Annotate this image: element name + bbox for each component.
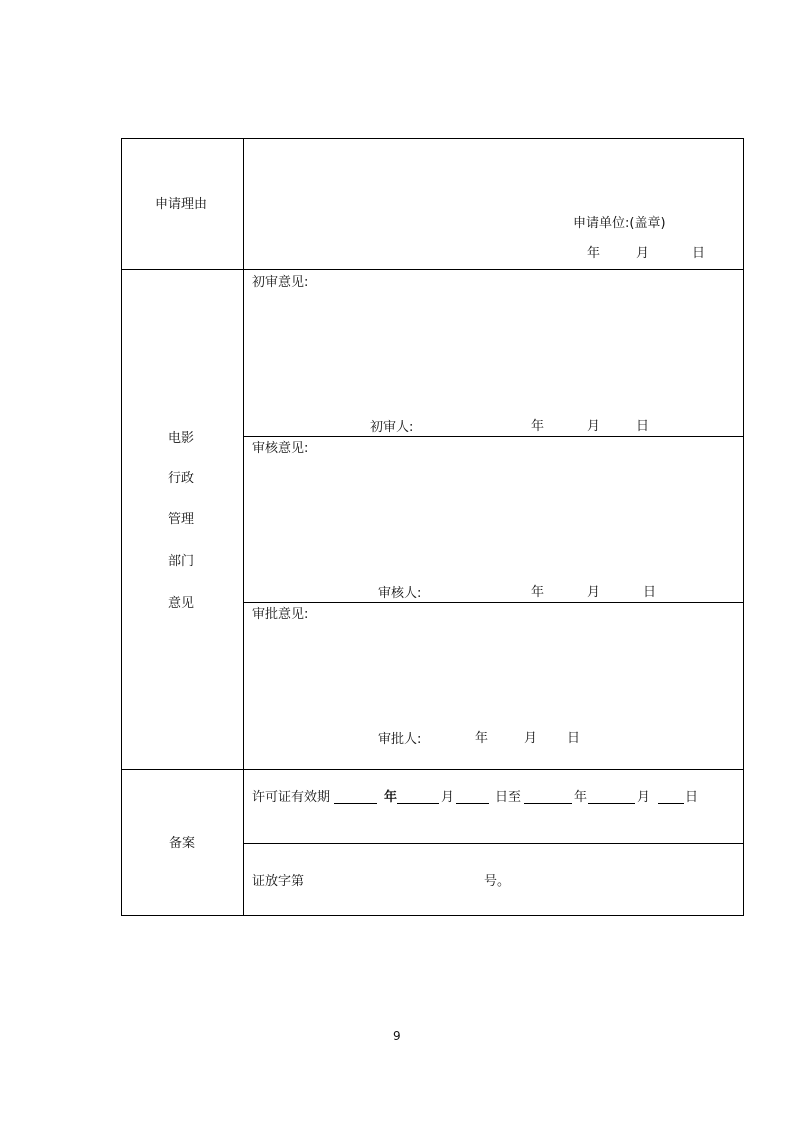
table-border-right: [743, 138, 744, 915]
reason-date-year: 年: [587, 246, 601, 261]
validity-month-1: 月: [441, 790, 455, 805]
approval-month: 月: [524, 731, 538, 746]
validity-year-1: 年: [384, 790, 398, 805]
audit-signer: 审核人:: [378, 586, 422, 601]
row-divider-reason: [121, 269, 744, 270]
audit-title: 审核意见:: [252, 441, 309, 456]
row-divider-audit: [243, 602, 744, 603]
first-review-year: 年: [531, 419, 545, 434]
record-label: 备案: [169, 836, 196, 851]
reason-label: 申请理由: [155, 197, 208, 212]
approval-title: 审批意见:: [252, 607, 309, 622]
table-border-left: [121, 138, 122, 915]
validity-blank-3: [456, 803, 489, 804]
department-label-line-3: 管理: [168, 512, 195, 527]
audit-year: 年: [531, 585, 545, 600]
validity-blank-4: [524, 803, 572, 804]
validity-blank-6: [658, 803, 684, 804]
page-number: 9: [393, 1029, 401, 1043]
validity-day-2: 日: [685, 790, 699, 805]
applicant-seal: 申请单位:(盖章): [573, 216, 666, 231]
table-column-divider: [243, 138, 244, 915]
license-no-prefix: 证放字第: [252, 874, 305, 889]
first-review-day: 日: [636, 419, 650, 434]
validity-blank-1: [334, 803, 377, 804]
validity-prefix: 许可证有效期: [252, 790, 331, 805]
reason-date-day: 日: [692, 246, 706, 261]
row-divider-validity: [243, 843, 744, 844]
department-label-line-1: 电影: [168, 431, 195, 446]
row-divider-first-review: [243, 436, 744, 437]
validity-month-2: 月: [637, 790, 651, 805]
approval-year: 年: [475, 731, 489, 746]
audit-day: 日: [643, 585, 657, 600]
validity-day-to: 日至: [495, 790, 522, 805]
validity-year-2: 年: [574, 790, 588, 805]
table-border-bottom: [121, 915, 744, 916]
reason-date-month: 月: [636, 246, 650, 261]
row-divider-department: [121, 769, 744, 770]
department-label-line-2: 行政: [168, 471, 195, 486]
table-border-top: [121, 138, 744, 139]
first-review-month: 月: [587, 419, 601, 434]
department-label-line-4: 部门: [168, 554, 195, 569]
approval-signer: 审批人:: [378, 732, 422, 747]
first-review-signer: 初审人:: [370, 420, 414, 435]
license-no-suffix: 号。: [484, 874, 511, 889]
validity-blank-2: [397, 803, 439, 804]
first-review-title: 初审意见:: [252, 275, 309, 290]
department-label-line-5: 意见: [168, 596, 195, 611]
validity-blank-5: [588, 803, 635, 804]
audit-month: 月: [587, 585, 601, 600]
approval-day: 日: [567, 731, 581, 746]
